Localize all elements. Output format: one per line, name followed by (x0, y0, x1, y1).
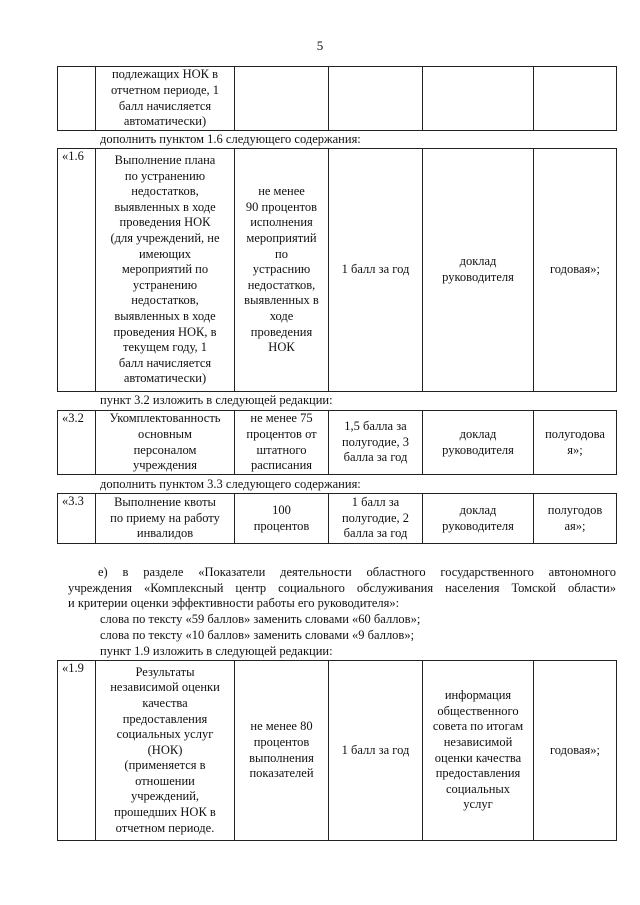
cell-line: Выполнение квоты (114, 495, 216, 510)
cell-num: «1.6 (58, 149, 96, 392)
cell-line: выполнения (249, 750, 314, 765)
cell-line: выявленных в (244, 293, 319, 308)
cell-source (423, 661, 534, 841)
cell-line: основным (138, 426, 192, 441)
cell-line: отчетном периоде. (115, 820, 215, 835)
cell-line: отчетном периоде, 1 (110, 82, 220, 97)
cell-line: по приему на работу (110, 510, 220, 525)
cell-period (534, 149, 617, 392)
cell-line: полугодие, 3 (341, 434, 410, 449)
cell-line: социальных услуг (116, 727, 214, 742)
cell-line: имеющих (138, 246, 192, 261)
cell-score (329, 494, 423, 544)
cell-line: по (275, 246, 288, 261)
cell-line: Укомплектованность (109, 411, 221, 426)
cell-line: предоставления (435, 766, 521, 781)
cell-line: подлежащих НОК в (111, 67, 219, 82)
cell-line: 90 процентов (245, 199, 318, 214)
cell-line: текущем году, 1 (123, 340, 207, 355)
cell-value (235, 411, 329, 475)
cell-line: совета по итогам (432, 719, 524, 734)
table-row (58, 411, 617, 475)
cell-criterion (96, 494, 235, 544)
cell-line: по устранению (124, 168, 206, 183)
cell-value (235, 67, 329, 131)
cell-line: автоматически) (123, 114, 207, 129)
cell-line: я»; (567, 442, 583, 457)
cell-line: руководителя (442, 518, 514, 533)
cell-line: доклад (459, 502, 497, 517)
cell-source (423, 494, 534, 544)
cell-line: расписания (250, 458, 313, 473)
cell-line: балла за год (343, 450, 408, 465)
instruction-add-3-3: дополнить пунктом 3.3 следующего содержания: (100, 477, 361, 491)
cell-line: НОК (268, 340, 295, 355)
cell-period (534, 411, 617, 475)
cell-line: (для учреждений, не (110, 231, 220, 246)
cell-criterion (96, 67, 235, 131)
cell-line: недостатков, (247, 277, 316, 292)
cell-score (329, 149, 423, 392)
section-e-paragraph (68, 565, 616, 612)
cell-num: «1.9 (58, 661, 96, 841)
cell-period (534, 661, 617, 841)
cell-line: проведения НОК (119, 215, 211, 230)
cell-num: «3.2 (58, 411, 96, 475)
page-number: 5 (316, 38, 324, 53)
cell-score (329, 411, 423, 475)
instruction-replace-10: слова по тексту «10 баллов» заменить словами «9 баллов»; (100, 628, 415, 642)
table-row (58, 494, 617, 544)
table-row (58, 149, 617, 392)
cell-line: недостатков, (131, 184, 199, 199)
criteria-table-1-9 (57, 660, 617, 841)
cell-score (329, 67, 423, 131)
cell-line: устраснию (252, 262, 311, 277)
cell-line: мероприятий (246, 231, 317, 246)
cell-line: руководителя (442, 442, 514, 457)
cell-line: 1 балл за год (341, 262, 410, 277)
cell-num: «3.3 (58, 494, 96, 544)
cell-line: годовая»; (549, 742, 601, 757)
cell-line: качества (142, 695, 188, 710)
cell-line: доклад (459, 254, 497, 269)
cell-line: социальных (445, 781, 511, 796)
cell-value (235, 149, 329, 392)
table-row (58, 661, 617, 841)
cell-line: учреждений, (130, 789, 200, 804)
criteria-table-continued (57, 66, 617, 131)
cell-line: ходе (269, 308, 294, 323)
instruction-add-1-6: дополнить пунктом 1.6 следующего содержания: (100, 132, 361, 146)
cell-period (534, 494, 617, 544)
cell-line: процентов (253, 734, 310, 749)
cell-line: мероприятий по (121, 262, 209, 277)
cell-line: предоставления (122, 711, 208, 726)
cell-line: показателей (249, 766, 314, 781)
cell-line: персоналом (133, 442, 197, 457)
cell-line: инвалидов (136, 526, 194, 541)
criteria-table-3-3 (57, 493, 617, 544)
cell-line: прошедших НОК в (114, 805, 216, 820)
cell-line: 1,5 балла за (344, 419, 407, 434)
cell-value (235, 661, 329, 841)
criteria-table-1-6 (57, 148, 617, 392)
instruction-edit-3-2: пункт 3.2 изложить в следующей редакции: (100, 393, 333, 407)
paragraph-line: е) в разделе «Показатели деятельности областного государственного автономного (98, 565, 616, 579)
cell-line: полугодов (547, 502, 603, 517)
cell-source (423, 411, 534, 475)
cell-value (235, 494, 329, 544)
cell-line: проведения НОК, в (113, 324, 217, 339)
cell-line: проведения (250, 324, 313, 339)
cell-line: доклад (459, 426, 497, 441)
cell-line: выявленных в ходе (114, 199, 216, 214)
cell-criterion (96, 411, 235, 475)
cell-num (58, 67, 96, 131)
cell-line: исполнения (250, 215, 313, 230)
cell-line: штатного (256, 442, 307, 457)
cell-line: руководителя (442, 270, 514, 284)
cell-line: оценки качества (434, 750, 522, 765)
cell-line: учреждения (132, 458, 197, 473)
paragraph-line: учреждения «Комплексный центр социального обслуживания населения Томской области» (68, 580, 616, 595)
cell-source (423, 149, 534, 392)
cell-period (534, 67, 617, 131)
cell-line: устранению (132, 277, 198, 292)
cell-line: 1 балл за (351, 495, 400, 510)
cell-line: Результаты (135, 664, 195, 679)
cell-line: годовая»; (549, 262, 601, 277)
cell-line: процентов от (246, 426, 317, 441)
cell-line: общественного (437, 703, 519, 718)
cell-line: (НОК) (147, 742, 183, 757)
cell-line: услуг (463, 797, 493, 812)
cell-line: полугодова (545, 426, 605, 441)
cell-line: автоматически) (123, 371, 207, 386)
cell-line: балл начисляется (118, 98, 212, 113)
cell-source (423, 67, 534, 131)
cell-line: процентов (253, 518, 310, 533)
cell-criterion (96, 149, 235, 392)
cell-line: балла за год (343, 526, 408, 541)
cell-line: независимой (443, 734, 513, 749)
cell-line: (применяется в (124, 758, 206, 773)
cell-line: 100 (272, 502, 291, 517)
cell-line: не менее (258, 184, 305, 199)
criteria-table-3-2 (57, 410, 617, 475)
cell-score (329, 661, 423, 841)
cell-criterion (96, 661, 235, 841)
cell-line: полугодие, 2 (341, 510, 410, 525)
cell-line: информация (444, 688, 512, 703)
instruction-replace-59: слова по тексту «59 баллов» заменить словами «60 баллов»; (100, 612, 421, 626)
cell-line: Выполнение плана (114, 153, 216, 168)
instruction-edit-1-9: пункт 1.9 изложить в следующей редакции: (100, 644, 333, 658)
cell-line: не менее 80 (250, 719, 313, 734)
cell-line: ая»; (564, 518, 586, 533)
cell-line: 1 балл за год (341, 742, 410, 757)
paragraph-line: и критерии оценки эффективности работы его руководителя»: (68, 596, 400, 611)
table-row (58, 67, 617, 131)
cell-line: независимой оценки (110, 680, 220, 695)
cell-line: балл начисляется (118, 355, 212, 370)
cell-line: не менее 75 (250, 411, 313, 426)
cell-line: отношении (135, 773, 195, 788)
cell-line: выявленных в ходе (114, 308, 216, 323)
cell-line: недостатков, (131, 293, 199, 308)
